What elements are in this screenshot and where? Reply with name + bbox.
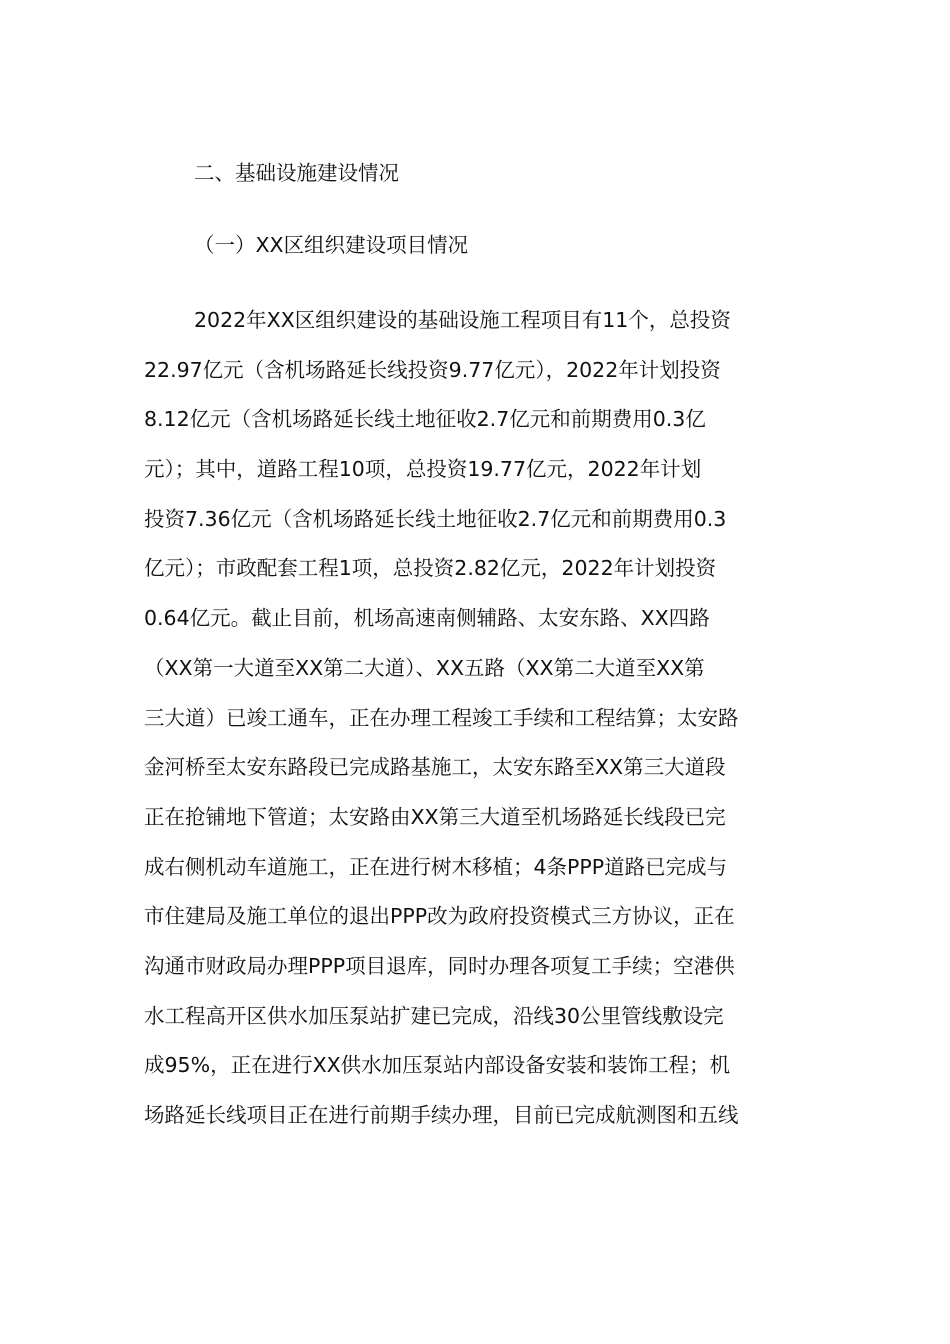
paragraph-line: 场路延长线项目正在进行前期手续办理，目前已完成航测图和五线 — [144, 1103, 739, 1127]
paragraph-line: （XX第一大道至XX第二大道）、XX五路（XX第二大道至XX第 — [144, 655, 705, 680]
paragraph-line: 8.12亿元（含机场路延长线土地征收2.7亿元和前期费用0.3亿 — [144, 407, 706, 432]
paragraph-line: 元）；其中，道路工程10项，总投资19.77亿元，2022年计划 — [144, 457, 702, 482]
paragraph-line: 沟通市财政局办理PPP项目退库，同时办理各项复工手续；空港供 — [144, 953, 735, 978]
paragraph-line: 市住建局及施工单位的退出PPP改为政府投资模式三方协议，正在 — [144, 904, 735, 929]
paragraph-line: 亿元）；市政配套工程1项，总投资2.82亿元，2022年计划投资 — [144, 556, 717, 581]
body-paragraph — [144, 296, 806, 1141]
paragraph-line: 水工程高开区供水加压泵站扩建已完成，沿线30公里管线敷设完 — [144, 1003, 724, 1028]
paragraph-line: 金河桥至太安东路段已完成路基施工，太安东路至XX第三大道段 — [144, 755, 726, 780]
paragraph-line: 0.64亿元。截止目前，机场高速南侧辅路、太安东路、XX四路 — [144, 606, 710, 631]
paragraph-line: 正在抢铺地下管道；太安路由XX第三大道至机场路延长线段已完 — [144, 804, 726, 829]
subsection-heading: （一）XX区组织建设项目情况 — [194, 233, 469, 257]
paragraph-line: 成95%，正在进行XX供水加压泵站内部设备安装和装饰工程；机 — [144, 1053, 731, 1078]
section-heading: 二、基础设施建设情况 — [194, 161, 399, 185]
paragraph-line: 三大道）已竣工通车，正在办理工程竣工手续和工程结算；太安路 — [144, 705, 739, 730]
paragraph-line: 2022年XX区组织建设的基础设施工程项目有11个，总投资 — [194, 308, 731, 332]
paragraph-line: 投资7.36亿元（含机场路延长线土地征收2.7亿元和前期费用0.3 — [144, 506, 727, 531]
paragraph-line: 成右侧机动车道施工，正在进行树木移植；4条PPP道路已完成与 — [144, 854, 728, 879]
paragraph-line: 22.97亿元（含机场路延长线投资9.77亿元），2022年计划投资 — [144, 357, 721, 382]
